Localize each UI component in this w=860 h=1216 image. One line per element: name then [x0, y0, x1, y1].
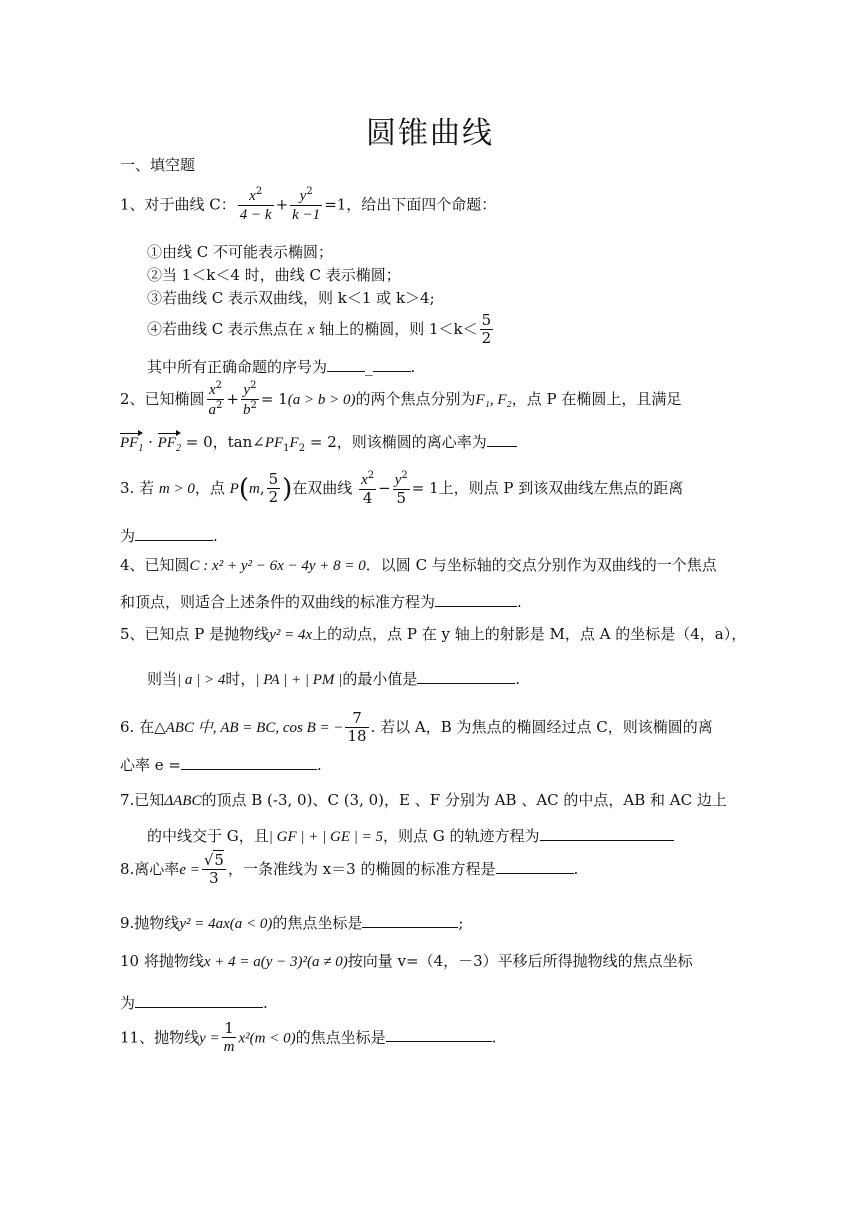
question-10: 10 将抛物线x + 4 = a(y − 3)²(a ≠ 0)按向量 v=（4，－3）平移后所得抛物线的焦点坐标 [120, 952, 693, 970]
question-6-line-2: 心率 e = . [120, 756, 322, 774]
answer-blank[interactable] [540, 826, 674, 841]
answer-blank[interactable] [373, 357, 411, 372]
fraction: $\frac{y^2}{b^2}$ [243, 380, 257, 419]
answer-blank[interactable] [496, 859, 574, 874]
question-10-line-2: 为 . [120, 994, 268, 1012]
question-7-line-2: 的中线交于 G，且| GF | + | GE | = 5，则点 G 的轨迹方程为 [147, 826, 674, 845]
question-4-line-2: 和顶点，则适合上述条件的双曲线的标准方程为 . [120, 593, 522, 611]
answer-blank[interactable] [386, 1027, 492, 1042]
fraction: $\frac{1}{m}$ [223, 1019, 235, 1056]
fraction: $\frac{7}{18}$ [347, 709, 367, 746]
answer-blank[interactable] [417, 669, 515, 684]
question-4: 4、已知圆C : x² + y² − 6x − 4y + 8 = 0．以圆 C 与坐标轴的交点分别作为双曲线的一个焦点 [120, 556, 717, 574]
fraction: $\frac{5}{2}$ [481, 311, 492, 348]
answer-blank[interactable] [135, 526, 213, 541]
question-6: 6. 在△ABC 中, AB = BC, cos B = − $\frac{7}{18}$ . 若以 A，B 为焦点的椭圆经过点 C，则该椭圆的离 [120, 709, 713, 746]
fraction: $\frac{x^2}{4 - k}$ [239, 186, 272, 224]
question-5-line-2: 则当| a | > 4时，| PA | + | PM |的最小值是 . [147, 670, 521, 688]
q1-option-4: ④若曲线 C 表示焦点在 x 轴上的椭圆，则 1＜k＜ $\frac{5}{2}$ [147, 311, 492, 348]
q1-option-3: ③若曲线 C 表示双曲线，则 k＜1 或 k＞4; [147, 289, 435, 307]
question-5: 5、已知点 P 是抛物线y² = 4x上的动点，点 P 在 y 轴上的射影是 M，点 A 的坐标是（4，a）， [120, 625, 747, 643]
question-2: 2、已知椭圆 $\frac{x^2}{a^2}$ + $\frac{y^2}{b^2}$ = 1(a > b > 0)的两个焦点分别为F₁, F₂，点 P 在椭圆上，且满足 [120, 380, 682, 419]
fraction: $\frac{5}{2}$ [268, 470, 279, 507]
q1-option-1: ①由线 C 不可能表示椭圆； [147, 243, 334, 261]
q1-option-2: ②当 1＜k＜4 时，曲线 C 表示椭圆； [147, 266, 401, 284]
fraction: $\frac{x^2}{a^2}$ [208, 380, 223, 419]
fraction: $\frac{√5}{3}$ [203, 851, 224, 888]
fraction: $\frac{x^2}{4}$ [361, 470, 375, 508]
fraction: $\frac{y^2}{k -1}$ [292, 186, 321, 224]
page-title: 圆锥曲线 [366, 116, 494, 151]
fraction: $\frac{y^2}{5}$ [394, 470, 408, 508]
question-3: 3. 若 m > 0，点 P(m, $\frac{5}{2}$ )在双曲线 $\frac{x^2}{4}$ − $\frac{y^2}{5}$ = 1上，则点 P 到该双曲线左焦点的距离 [120, 470, 684, 508]
question-7: 7.已知ΔABC的顶点 B (-3, 0)、C (3, 0)，E 、F 分别为 AB 、AC 的中点，AB 和 AC 边上 [120, 791, 727, 809]
question-11: 11、抛物线y = $\frac{1}{m}$ x²(m < 0)的焦点坐标是 . [120, 1019, 497, 1056]
answer-blank[interactable] [487, 432, 517, 447]
section-heading: 一、填空题 [120, 156, 196, 174]
question-9: 9.抛物线y² = 4ax(a < 0)的焦点坐标是 ; [120, 914, 464, 932]
question-8: 8.离心率e = $\frac{√5}{3}$ ，一条准线为 x＝3 的椭圆的标准方程是 . [120, 851, 579, 888]
answer-blank[interactable] [327, 357, 365, 372]
answer-blank[interactable] [435, 592, 517, 607]
answer-blank[interactable] [135, 993, 263, 1008]
question-2-line-2: $PF_1 \cdot PF_2 = 0$，$\tan\angle PF_1F_2 = 2$，则该椭圆的离心率为 [120, 432, 517, 454]
answer-blank[interactable] [362, 913, 458, 928]
question-1: 1、对于曲线 C： $\frac{x^2}{4 - k}$ + $\frac{y^2}{k -1}$ =1，给出下面四个命题： [120, 186, 497, 224]
answer-blank[interactable] [181, 755, 317, 770]
question-3-line-2: 为 . [120, 527, 218, 545]
q1-answer-line: 其中所有正确命题的序号为 _ . [147, 358, 416, 376]
